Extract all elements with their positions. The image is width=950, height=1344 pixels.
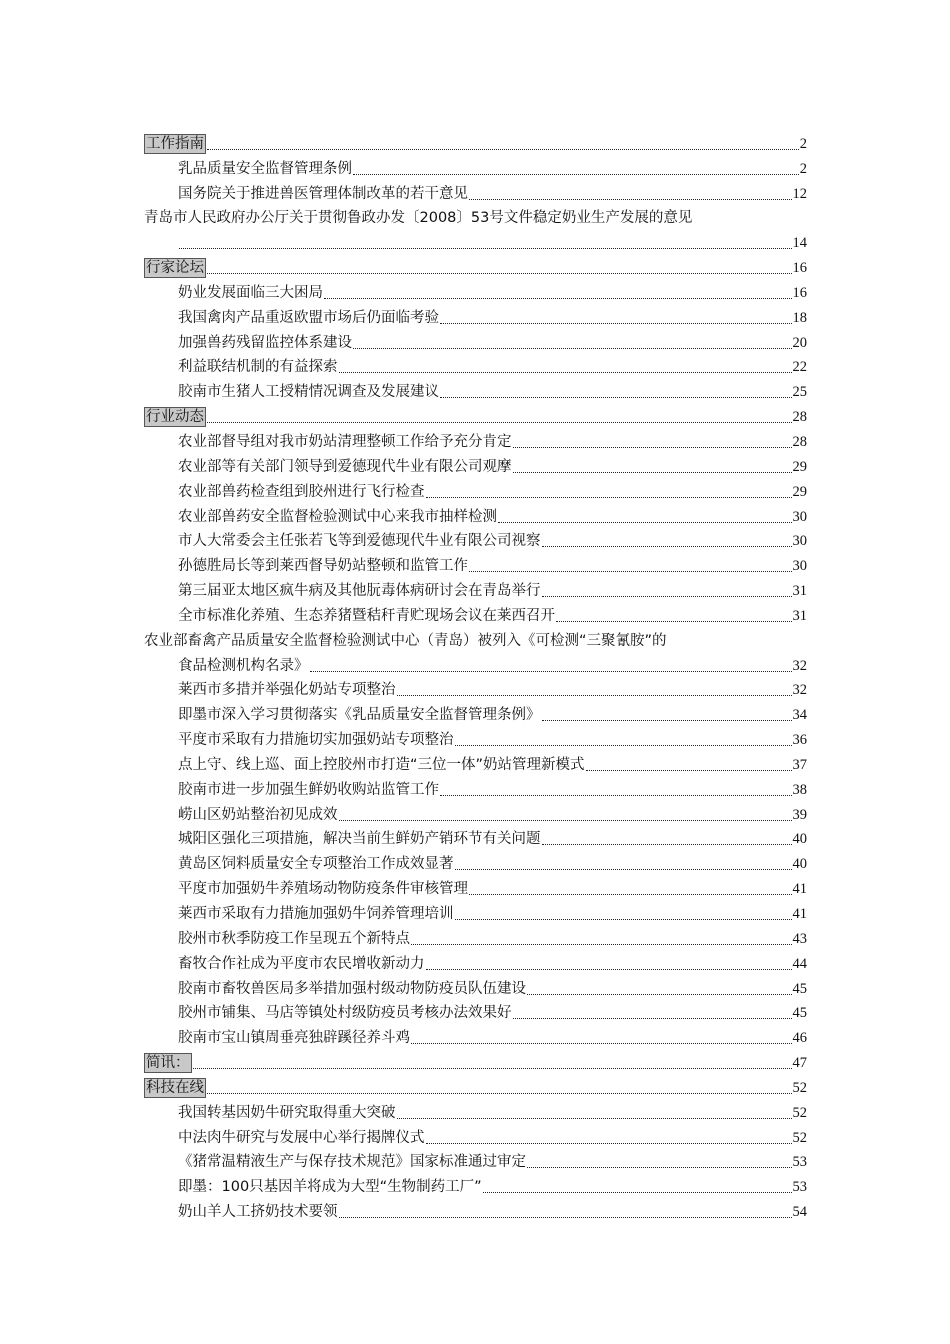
toc-entry-title: 农业部兽药安全监督检验测试中心来我市抽样检测	[178, 508, 497, 525]
toc-page-number: 22	[792, 359, 807, 376]
toc-entry[interactable]	[144, 228, 807, 253]
toc-page-number: 30	[792, 533, 807, 550]
toc-section-title: 行家论坛	[146, 260, 204, 277]
toc-entry-title: 《猪常温精液生产与保存技术规范》国家标准通过审定	[178, 1154, 526, 1171]
toc-page-number: 2	[799, 160, 807, 177]
toc-entry[interactable]	[144, 924, 807, 949]
dot-leader	[193, 1068, 792, 1069]
toc-page-number: 25	[792, 384, 807, 401]
toc-page-number: 20	[792, 334, 807, 351]
toc-section-entry[interactable]	[144, 129, 807, 154]
toc-page-number: 34	[792, 707, 807, 724]
toc-entry-title: 奶业发展面临三大困局	[178, 284, 323, 301]
toc-entry-title: 食品检测机构名录》	[178, 657, 309, 674]
toc-page-number: 39	[792, 806, 807, 823]
toc-entry-title: 加强兽药残留监控体系建设	[178, 334, 352, 351]
toc-entry-title: 市人大常委会主任张若飞等到爱德现代牛业有限公司视察	[178, 533, 541, 550]
toc-page-number: 32	[792, 682, 807, 699]
toc-entry[interactable]	[144, 750, 807, 775]
toc-entry[interactable]	[144, 477, 807, 502]
toc-entry[interactable]	[144, 1172, 807, 1197]
toc-entry[interactable]	[144, 179, 807, 204]
toc-entry[interactable]	[144, 303, 807, 328]
toc-page-number: 32	[792, 657, 807, 674]
toc-page-number: 53	[792, 1179, 807, 1196]
toc-entry-title: 中法肉牛研究与发展中心举行揭牌仪式	[178, 1129, 425, 1146]
toc-page-number: 37	[792, 756, 807, 773]
dot-leader	[455, 745, 792, 746]
toc-page-number: 14	[792, 235, 807, 252]
dot-leader	[586, 770, 792, 771]
toc-entry[interactable]	[144, 1197, 807, 1222]
toc-entry-title: 我国禽肉产品重返欧盟市场后仍面临考验	[178, 309, 439, 326]
toc-page-number: 43	[792, 930, 807, 947]
toc-entry[interactable]	[144, 452, 807, 477]
toc-entry[interactable]	[144, 974, 807, 999]
toc-page-number: 53	[792, 1154, 807, 1171]
toc-entry-title: 即墨：100只基因羊将成为大型“生物制药工厂”	[178, 1179, 482, 1196]
toc-page-number: 16	[792, 260, 807, 277]
toc-section-entry[interactable]	[144, 253, 807, 278]
toc-entry[interactable]	[144, 899, 807, 924]
dot-leader	[411, 944, 792, 945]
dot-leader	[353, 348, 792, 349]
toc-entry-title: 利益联结机制的有益探索	[178, 359, 338, 376]
dot-leader	[179, 248, 792, 249]
toc-page-number: 31	[792, 583, 807, 600]
dot-leader	[469, 571, 792, 572]
toc-page-number: 16	[792, 284, 807, 301]
toc-page-number: 52	[792, 1129, 807, 1146]
toc-entry-title: 第三届亚太地区疯牛病及其他朊毒体病研讨会在青岛举行	[178, 583, 541, 600]
toc-entry[interactable]	[144, 278, 807, 303]
toc-entry-title: 农业部督导组对我市奶站清理整顿工作给予充分肯定	[178, 433, 512, 450]
dot-leader	[469, 199, 792, 200]
dot-leader	[207, 422, 792, 423]
toc-entry[interactable]	[144, 999, 807, 1024]
dot-leader	[527, 1167, 792, 1168]
toc-entry-title: 我国转基因奶牛研究取得重大突破	[178, 1104, 396, 1121]
toc-page-number: 54	[792, 1204, 807, 1221]
toc-page-number: 31	[792, 607, 807, 624]
toc-entry[interactable]	[144, 775, 807, 800]
dot-leader	[207, 273, 792, 274]
toc-page-number: 2	[799, 135, 807, 152]
toc-section-title: 简讯：	[146, 1055, 190, 1072]
toc-entry-title: 乳品质量安全监督管理条例	[178, 160, 352, 177]
toc-entry-title: 胶州市铺集、马店等镇处村级防疫员考核办法效果好	[178, 1005, 512, 1022]
dot-leader	[324, 298, 792, 299]
toc-entry-title: 农业部兽药检查组到胶州进行飞行检查	[178, 483, 425, 500]
dot-leader	[339, 1217, 792, 1218]
dot-leader	[542, 720, 792, 721]
toc-section-title: 行业动态	[146, 409, 204, 426]
toc-section-entry[interactable]	[144, 1073, 807, 1098]
toc-entry-title: 胶南市畜牧兽医局多举措加强村级动物防疫员队伍建设	[178, 980, 526, 997]
toc-entry[interactable]	[144, 849, 807, 874]
toc-entry[interactable]	[144, 353, 807, 378]
dot-leader	[440, 323, 792, 324]
dot-leader	[513, 447, 792, 448]
toc-entry-title: 黄岛区饲料质量安全专项整治工作成效显著	[178, 856, 454, 873]
toc-entry-title: 奶山羊人工挤奶技术要领	[178, 1204, 338, 1221]
toc-entry[interactable]	[144, 949, 807, 974]
toc-entry[interactable]	[144, 377, 807, 402]
toc-entry[interactable]	[144, 1023, 807, 1048]
toc-page-number: 41	[792, 881, 807, 898]
toc-entry[interactable]	[144, 204, 807, 229]
toc-entry[interactable]	[144, 527, 807, 552]
dot-leader	[310, 671, 792, 672]
toc-entry-title: 全市标准化养殖、生态养猪暨秸秆青贮现场会议在莱西召开	[178, 607, 555, 624]
toc-page-number: 29	[792, 458, 807, 475]
toc-entry-title: 平度市采取有力措施切实加强奶站专项整治	[178, 732, 454, 749]
toc-entry[interactable]	[144, 626, 807, 651]
toc-entry[interactable]	[144, 874, 807, 899]
dot-leader	[542, 546, 792, 547]
toc-page-number: 30	[792, 508, 807, 525]
toc-page-number: 52	[792, 1104, 807, 1121]
dot-leader	[542, 596, 792, 597]
toc-entry-title: 国务院关于推进兽医管理体制改革的若干意见	[178, 185, 468, 202]
toc-entry[interactable]	[144, 601, 807, 626]
toc-entry-title: 点上守、线上巡、面上控胶州市打造“三位一体”奶站管理新模式	[178, 756, 585, 773]
dot-leader	[426, 969, 792, 970]
toc-page-number: 28	[792, 409, 807, 426]
toc-entry[interactable]	[144, 328, 807, 353]
dot-leader	[440, 397, 792, 398]
dot-leader	[455, 919, 792, 920]
toc-entry[interactable]	[144, 676, 807, 701]
toc-entry[interactable]	[144, 427, 807, 452]
toc-entry[interactable]	[144, 825, 807, 850]
toc-entry[interactable]	[144, 1148, 807, 1173]
dot-leader	[513, 472, 792, 473]
toc-entry-title: 农业部等有关部门领导到爱德现代牛业有限公司观摩	[178, 458, 512, 475]
toc-page-number: 52	[792, 1079, 807, 1096]
toc-page-number: 36	[792, 732, 807, 749]
toc-entry[interactable]	[144, 700, 807, 725]
toc-entry-title: 崂山区奶站整治初见成效	[178, 806, 338, 823]
toc-page-number: 47	[792, 1055, 807, 1072]
toc-page-number: 30	[792, 558, 807, 575]
toc-page-number: 40	[792, 856, 807, 873]
toc-entry-title: 胶南市生猪人工授精情况调查及发展建议	[178, 384, 439, 401]
dot-leader	[207, 149, 799, 150]
dot-leader	[426, 1143, 792, 1144]
toc-page-number: 40	[792, 831, 807, 848]
toc-page-number: 45	[792, 980, 807, 997]
toc-section-title: 工作指南	[146, 135, 204, 152]
toc-section-title: 科技在线	[146, 1079, 204, 1096]
toc-entry[interactable]	[144, 1098, 807, 1123]
toc-entry[interactable]	[144, 651, 807, 676]
dot-leader	[556, 621, 792, 622]
toc-page-number: 44	[792, 955, 807, 972]
toc-page-number: 41	[792, 906, 807, 922]
toc-page-number: 18	[792, 309, 807, 326]
toc-page-number: 46	[792, 1030, 807, 1047]
toc-entry-title: 青岛市人民政府办公厅关于贯彻鲁政办发〔2008〕53号文件稳定奶业生产发展的意见	[144, 210, 693, 227]
toc-page-number: 38	[792, 781, 807, 798]
toc-section-entry[interactable]	[144, 402, 807, 427]
toc-entry-title: 城阳区强化三项措施，解决当前生鲜奶产销环节有关问题	[178, 831, 541, 848]
toc-entry-title: 畜牧合作社成为平度市农民增收新动力	[178, 955, 425, 972]
dot-leader	[483, 1192, 792, 1193]
toc-entry-title: 胶南市宝山镇周垂亮独辟蹊径养斗鸡	[178, 1030, 410, 1047]
toc-entry-title: 胶南市进一步加强生鲜奶收购站监管工作	[178, 781, 439, 798]
toc-entry[interactable]	[144, 1123, 807, 1148]
toc-entry[interactable]	[144, 576, 807, 601]
dot-leader	[426, 497, 792, 498]
dot-leader	[353, 174, 799, 175]
dot-leader	[411, 1043, 792, 1044]
dot-leader	[542, 844, 792, 845]
toc-entry-title: 莱西市采取有力措施加强奶牛饲养管理培训	[178, 906, 454, 922]
dot-leader	[207, 1093, 792, 1094]
toc-entry[interactable]	[144, 551, 807, 576]
dot-leader	[440, 795, 792, 796]
toc-entry-title: 平度市加强奶牛养殖场动物防疫条件审核管理	[178, 881, 468, 898]
toc-section-entry[interactable]	[144, 1048, 807, 1073]
dot-leader	[455, 869, 792, 870]
toc-page-number: 45	[792, 1005, 807, 1022]
toc-entry[interactable]	[144, 800, 807, 825]
dot-leader	[339, 372, 792, 373]
toc-page-number: 12	[792, 185, 807, 202]
table-of-contents	[144, 129, 807, 1222]
toc-entry-title: 孙德胜局长等到莱西督导奶站整顿和监管工作	[178, 558, 468, 575]
dot-leader	[469, 894, 792, 895]
dot-leader	[339, 820, 792, 821]
dot-leader	[498, 522, 792, 523]
toc-page-number: 29	[792, 483, 807, 500]
dot-leader	[397, 1118, 792, 1119]
dot-leader	[397, 695, 792, 696]
toc-entry[interactable]	[144, 725, 807, 750]
toc-page-number: 28	[792, 433, 807, 450]
toc-entry-title: 莱西市多措并举强化奶站专项整治	[178, 682, 396, 699]
toc-entry-title: 即墨市深入学习贯彻落实《乳品质量安全监督管理条例》	[178, 707, 541, 724]
toc-entry-title: 农业部畜禽产品质量安全监督检验测试中心（青岛）被列入《可检测“三聚氰胺”的	[144, 632, 667, 649]
toc-entry[interactable]	[144, 502, 807, 527]
toc-entry[interactable]	[144, 154, 807, 179]
toc-entry-title: 胶州市秋季防疫工作呈现五个新特点	[178, 930, 410, 947]
dot-leader	[513, 1018, 792, 1019]
dot-leader	[527, 994, 792, 995]
